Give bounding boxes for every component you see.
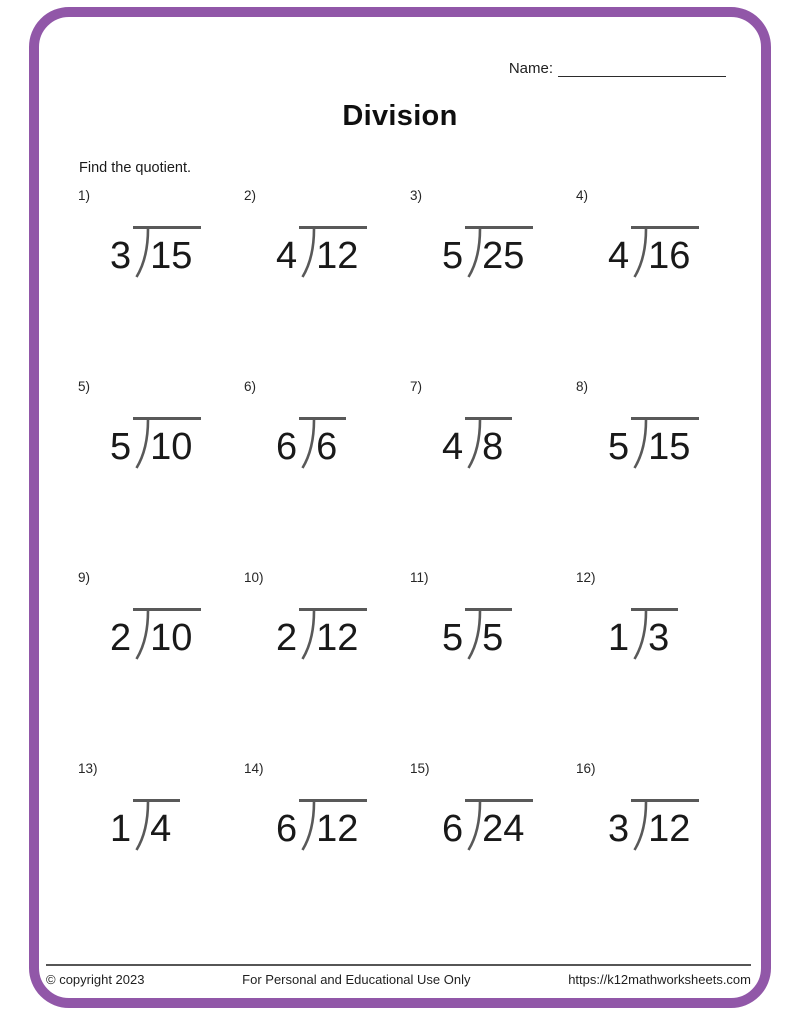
problem-number: 4) — [576, 188, 589, 203]
division-expression — [608, 226, 742, 275]
division-bracket-curve — [466, 228, 482, 278]
division-bracket — [631, 226, 699, 275]
divisor: 2 — [276, 617, 298, 659]
divisor: 3 — [608, 808, 630, 850]
name-blank-line — [558, 61, 726, 77]
division-bracket-curve — [300, 801, 316, 851]
division-bracket — [299, 226, 367, 275]
dividend: 12 — [648, 808, 691, 850]
division-bracket-curve — [134, 228, 150, 278]
problem-6 — [244, 379, 410, 570]
problem-14 — [244, 761, 410, 952]
divisor: 5 — [442, 235, 464, 277]
division-bracket-curve — [466, 801, 482, 851]
dividend: 16 — [648, 235, 691, 277]
division-expression — [110, 226, 244, 275]
divisor: 6 — [276, 426, 298, 468]
dividend: 10 — [150, 617, 193, 659]
problem-number: 15) — [410, 761, 430, 776]
division-bracket-curve — [300, 610, 316, 660]
problem-12 — [576, 570, 742, 761]
problem-11 — [410, 570, 576, 761]
dividend: 25 — [482, 235, 525, 277]
dividend: 8 — [482, 426, 504, 468]
division-bracket-curve — [466, 419, 482, 469]
dividend: 24 — [482, 808, 525, 850]
division-expression — [608, 417, 742, 466]
name-row — [509, 60, 726, 77]
dividend: 15 — [648, 426, 691, 468]
dividend: 3 — [648, 617, 670, 659]
problem-number: 12) — [576, 570, 596, 585]
dividend: 12 — [316, 617, 359, 659]
division-bracket — [299, 417, 346, 466]
divisor: 1 — [110, 808, 132, 850]
division-bracket-curve — [466, 610, 482, 660]
problem-9 — [78, 570, 244, 761]
division-bracket — [133, 799, 180, 848]
division-bracket — [631, 799, 699, 848]
problem-number: 13) — [78, 761, 98, 776]
divisor: 4 — [442, 426, 464, 468]
problem-3 — [410, 188, 576, 379]
division-expression — [276, 608, 410, 657]
footer-website: https://k12mathworksheets.com — [568, 972, 751, 987]
dividend: 15 — [150, 235, 193, 277]
division-expression — [276, 799, 410, 848]
footer-divider — [46, 964, 751, 966]
division-bracket-curve — [134, 610, 150, 660]
dividend: 12 — [316, 235, 359, 277]
problem-number: 2) — [244, 188, 257, 203]
division-expression — [608, 799, 742, 848]
divisor: 6 — [276, 808, 298, 850]
division-bracket — [299, 608, 367, 657]
division-expression — [608, 608, 742, 657]
dividend: 5 — [482, 617, 504, 659]
division-bracket-curve — [632, 801, 648, 851]
divisor: 3 — [110, 235, 132, 277]
division-expression — [442, 608, 576, 657]
dividend: 10 — [150, 426, 193, 468]
division-expression — [110, 417, 244, 466]
problem-number: 11) — [410, 570, 429, 585]
divisor: 1 — [608, 617, 630, 659]
divisor: 5 — [110, 426, 132, 468]
divisor: 4 — [608, 235, 630, 277]
division-expression — [442, 417, 576, 466]
problem-4 — [576, 188, 742, 379]
divisor: 6 — [442, 808, 464, 850]
problem-2 — [244, 188, 410, 379]
problem-number: 3) — [410, 188, 423, 203]
problem-16 — [576, 761, 742, 952]
problem-15 — [410, 761, 576, 952]
problem-number: 10) — [244, 570, 264, 585]
problem-number: 6) — [244, 379, 257, 394]
problem-7 — [410, 379, 576, 570]
division-bracket-curve — [632, 419, 648, 469]
division-bracket-curve — [632, 610, 648, 660]
division-bracket-curve — [134, 419, 150, 469]
footer-copyright: © copyright 2023 — [46, 972, 145, 987]
problem-5 — [78, 379, 244, 570]
footer — [46, 972, 751, 987]
problem-number: 8) — [576, 379, 589, 394]
division-bracket — [465, 608, 512, 657]
dividend: 6 — [316, 426, 338, 468]
problem-number: 5) — [78, 379, 91, 394]
division-bracket — [631, 608, 678, 657]
division-expression — [276, 226, 410, 275]
division-expression — [276, 417, 410, 466]
division-bracket — [465, 799, 533, 848]
division-expression — [110, 608, 244, 657]
footer-usage-note: For Personal and Educational Use Only — [242, 972, 471, 987]
division-bracket-curve — [632, 228, 648, 278]
problem-13 — [78, 761, 244, 952]
divisor: 4 — [276, 235, 298, 277]
problem-8 — [576, 379, 742, 570]
division-bracket — [465, 226, 533, 275]
division-bracket — [631, 417, 699, 466]
problem-number: 14) — [244, 761, 264, 776]
division-bracket — [465, 417, 512, 466]
divisor: 2 — [110, 617, 132, 659]
division-bracket — [133, 608, 201, 657]
name-label: Name: — [508, 60, 553, 77]
division-expression — [110, 799, 244, 848]
problem-1 — [78, 188, 244, 379]
division-bracket — [133, 226, 201, 275]
divisor: 5 — [608, 426, 630, 468]
division-expression — [442, 799, 576, 848]
problem-number: 7) — [410, 379, 423, 394]
division-bracket — [299, 799, 367, 848]
problem-10 — [244, 570, 410, 761]
division-bracket-curve — [300, 419, 316, 469]
problem-number: 9) — [78, 570, 91, 585]
problem-number: 1) — [78, 188, 91, 203]
divisor: 5 — [442, 617, 464, 659]
page-title: Division — [342, 100, 458, 132]
dividend: 4 — [150, 808, 172, 850]
division-bracket — [133, 417, 201, 466]
problems-grid — [78, 188, 750, 952]
problem-number: 16) — [576, 761, 596, 776]
dividend: 12 — [316, 808, 359, 850]
division-bracket-curve — [134, 801, 150, 851]
division-expression — [442, 226, 576, 275]
instruction-text: Find the quotient. — [79, 160, 192, 176]
division-bracket-curve — [300, 228, 316, 278]
